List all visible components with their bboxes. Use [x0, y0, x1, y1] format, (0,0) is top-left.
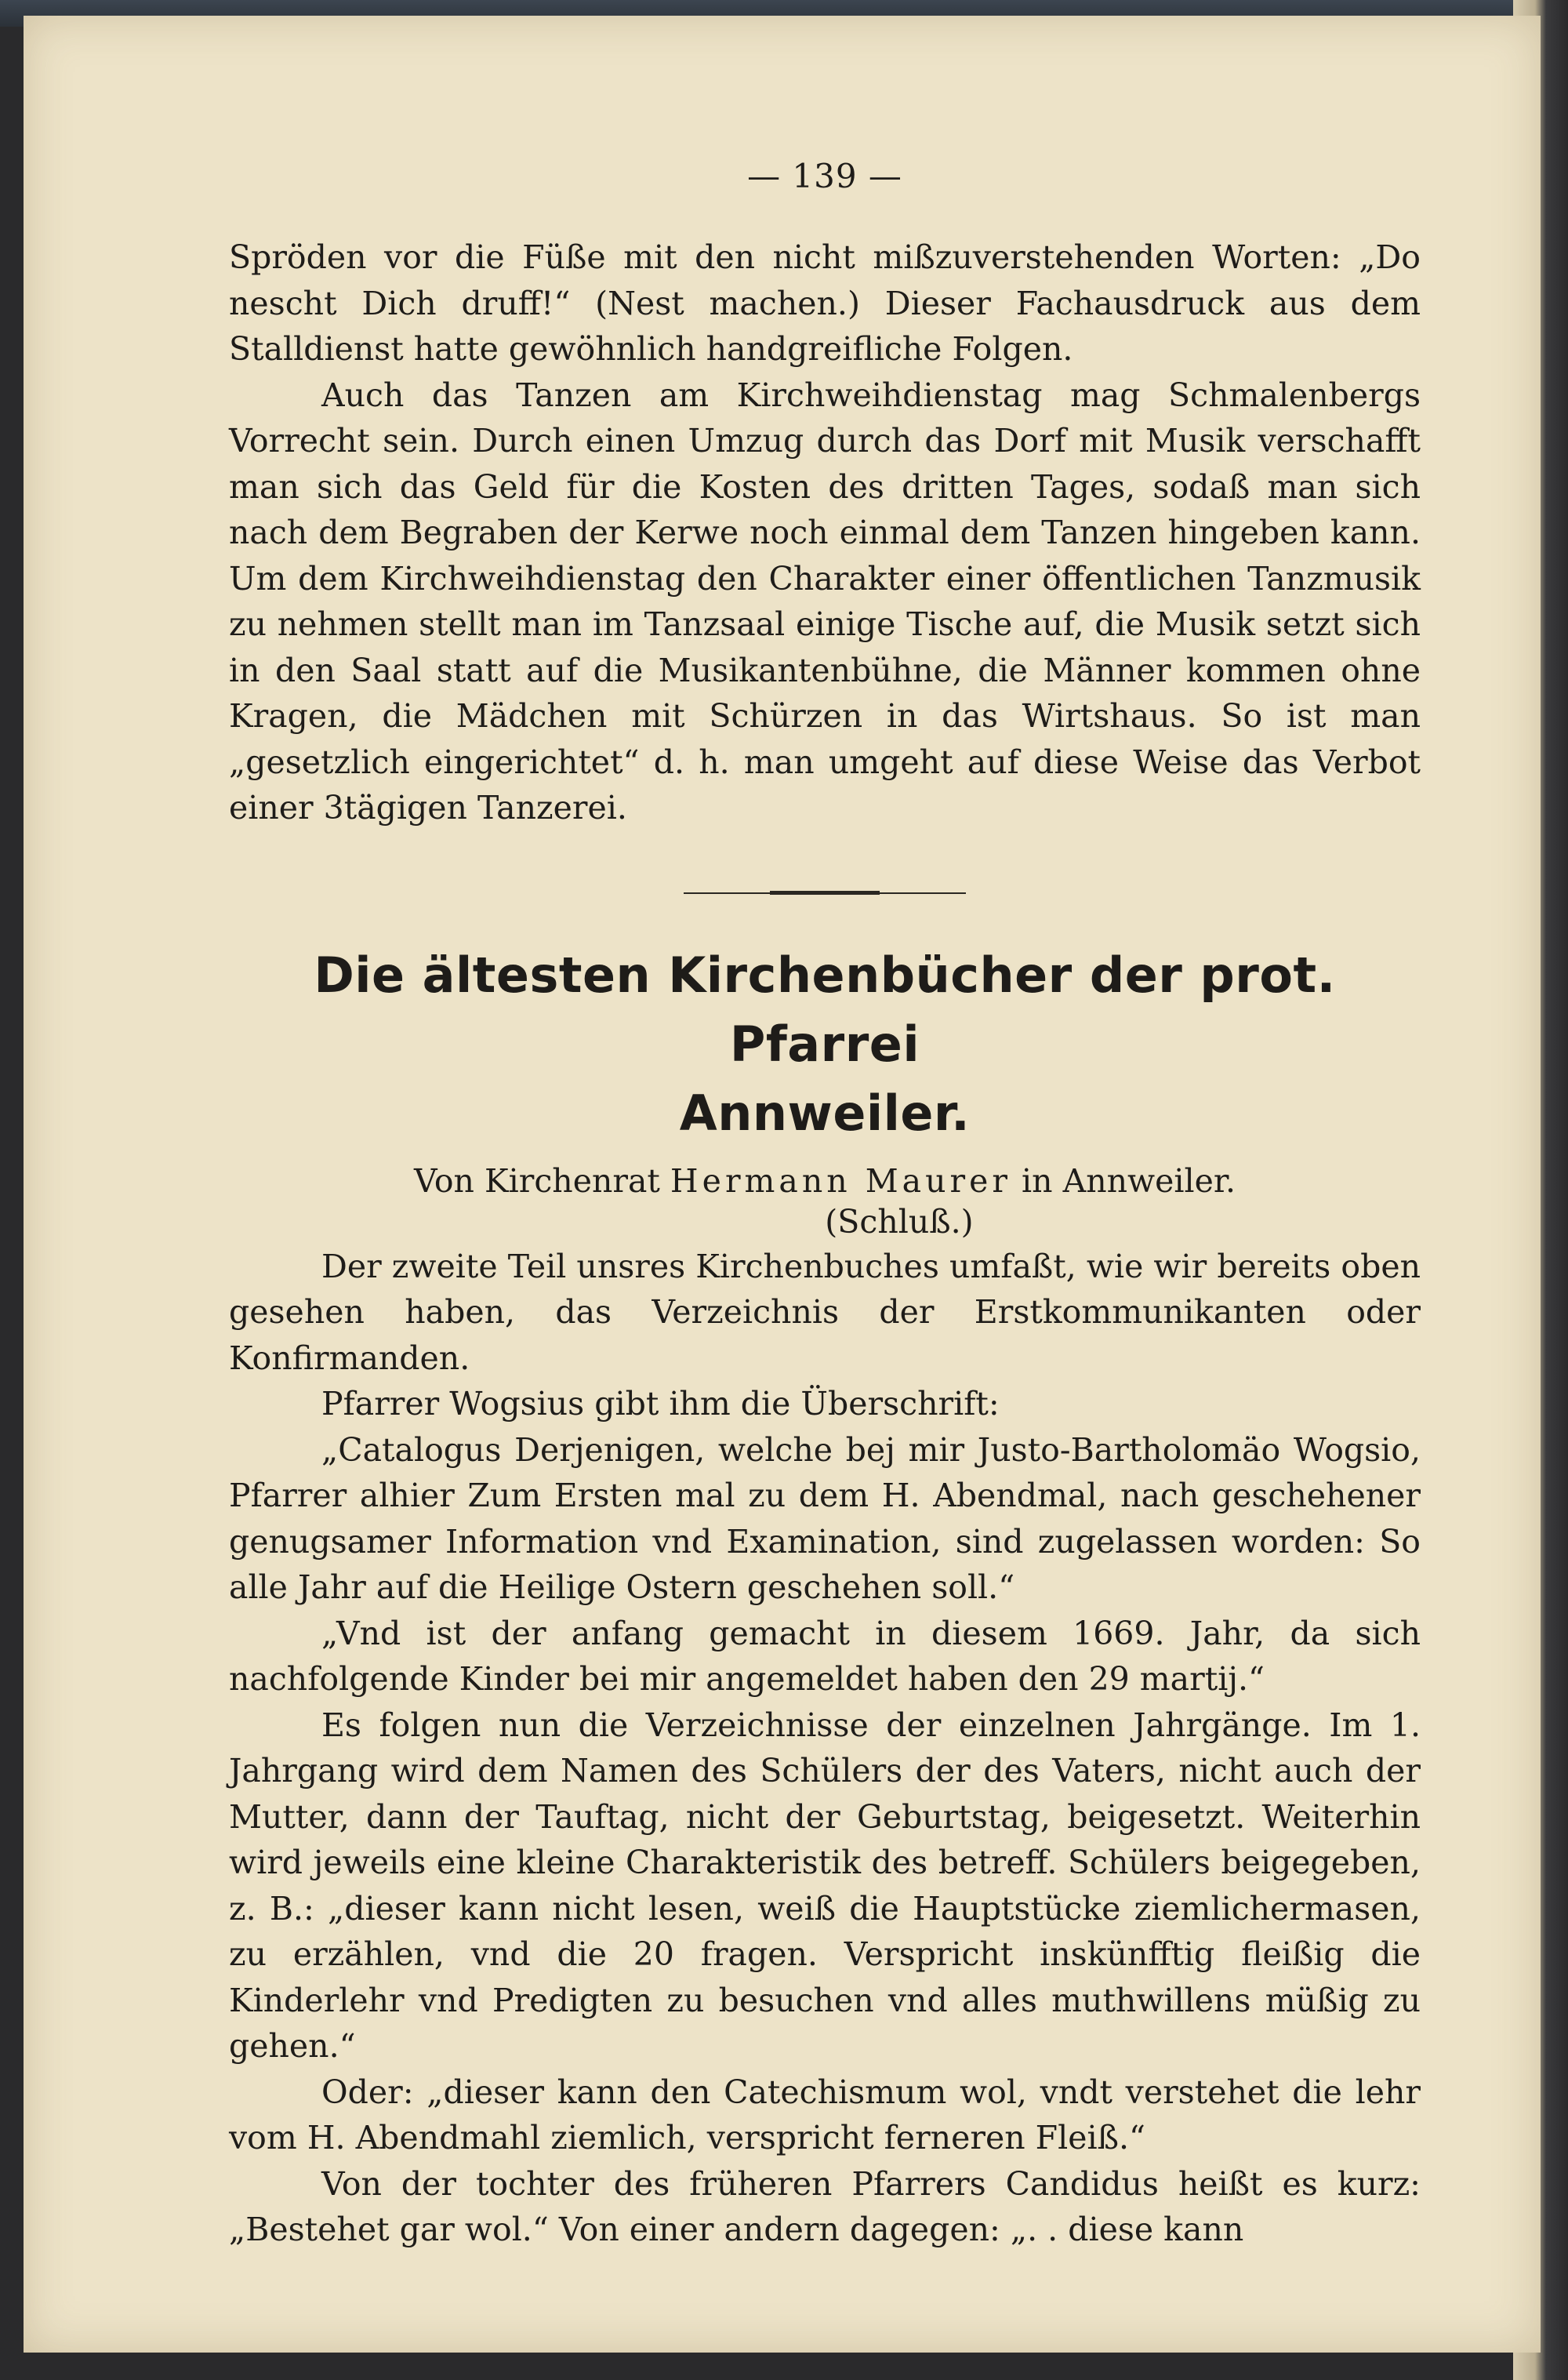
author-name: Hermann Maurer: [670, 1161, 1011, 1200]
page-number: — 139 —: [747, 157, 902, 195]
paragraph-top-1: Spröden vor die Füße mit den nicht mißzuverstehenden Worten: „Do nescht Dich druff!“ (Nest machen.) Dieser Fachausdruck aus dem Stalldienst hatte gewöhnlich handgreifliche Folgen.: [229, 238, 1421, 368]
article-paragraph-2: Pfarrer Wogsius gibt ihm die Überschrift:: [321, 1385, 1000, 1423]
paragraph-top-2: Auch das Tanzen am Kirchweihdienstag mag Schmalenbergs Vorrecht sein. Durch einen Umzug durch das Dorf mit Musik verschafft man sich das Geld für die Kosten des dritten Tages, sodaß man sich nach dem Begraben der Kerwe noch einmal dem Tanzen hingeben kann. Um dem Kirchweihdienstag den Charakter einer öffentlichen Tanzmusik zu nehmen stellt man im Tanzsaal einige Tische auf, die Musik setzt sich in den Saal statt auf die Musikantenbühne, die Männer kommen ohne Kragen, die Mädchen mit Schürzen in das Wirtshaus. So ist man „gesetzlich eingerichtet“ d. h. man umgeht auf diese Weise das Verbot einer 3tägigen Tanzerei.: [229, 376, 1421, 827]
book-page: [24, 16, 1541, 2353]
article-paragraph-5: Es folgen nun die Verzeichnisse der einzelnen Jahrgänge. Im 1. Jahrgang wird dem Namen des Schülers der des Vaters, nicht auch der Mutter, dann der Tauftag, nicht der Geburtstag, beigesetzt. Weiterhin wird jeweils eine kleine Charakteristik des betreff. Schülers beigegeben, z. B.: „dieser kann nicht lesen, weiß die Hauptstücke ziemlichermasen, zu erzählen, vnd die 20 fragen. Verspricht inskünfftig fleißig die Kinderlehr vnd Predigten zu besuchen vnd alles muthwillens müßig zu gehen.“: [229, 1706, 1421, 2065]
article-paragraph-1: Der zweite Teil unsres Kirchenbuches umfaßt, wie wir bereits oben gesehen haben, das Verzeichnis der Erstkommunikanten oder Konfirmanden.: [229, 1247, 1421, 1377]
article-title-line-2: Annweiler.: [679, 1084, 971, 1142]
page-content: [229, 157, 1421, 2253]
article-title: [229, 941, 1421, 1148]
section-divider: [684, 892, 966, 894]
article-title-line-1: Die ältesten Kirchenbücher der prot. Pfarrei: [314, 946, 1336, 1073]
article-paragraph-6: Oder: „dieser kann den Catechismum wol, vndt verstehet die lehr vom H. Abendmahl ziemlich, verspricht ferneren Fleiß.“: [229, 2073, 1421, 2157]
article-paragraph-4: „Vnd ist der anfang gemacht in diesem 1669. Jahr, da sich nachfolgende Kinder bei mir angemeldet haben den 29 martij.“: [229, 1614, 1421, 1698]
continuation-note: (Schluß.): [825, 1202, 974, 1241]
article-paragraph-7: Von der tochter des früheren Pfarrers Candidus heißt es kurz: „Bestehet gar wol.“ Von einer andern dagegen: „. . diese kann: [229, 2164, 1421, 2248]
article-paragraph-3: „Catalogus Derjenigen, welche bej mir Justo-Bartholomäo Wogsio, Pfarrer alhier Zum Ersten mal zu dem H. Abendmal, nach geschehener genugsamer Information vnd Examination, sind zugelassen worden: So alle Jahr auf die Heilige Ostern geschehen soll.“: [229, 1430, 1421, 1606]
byline-suffix: in Annweiler.: [1011, 1161, 1236, 1200]
byline-prefix: Von Kirchenrat: [414, 1161, 670, 1200]
article-byline: [229, 1162, 1421, 1200]
